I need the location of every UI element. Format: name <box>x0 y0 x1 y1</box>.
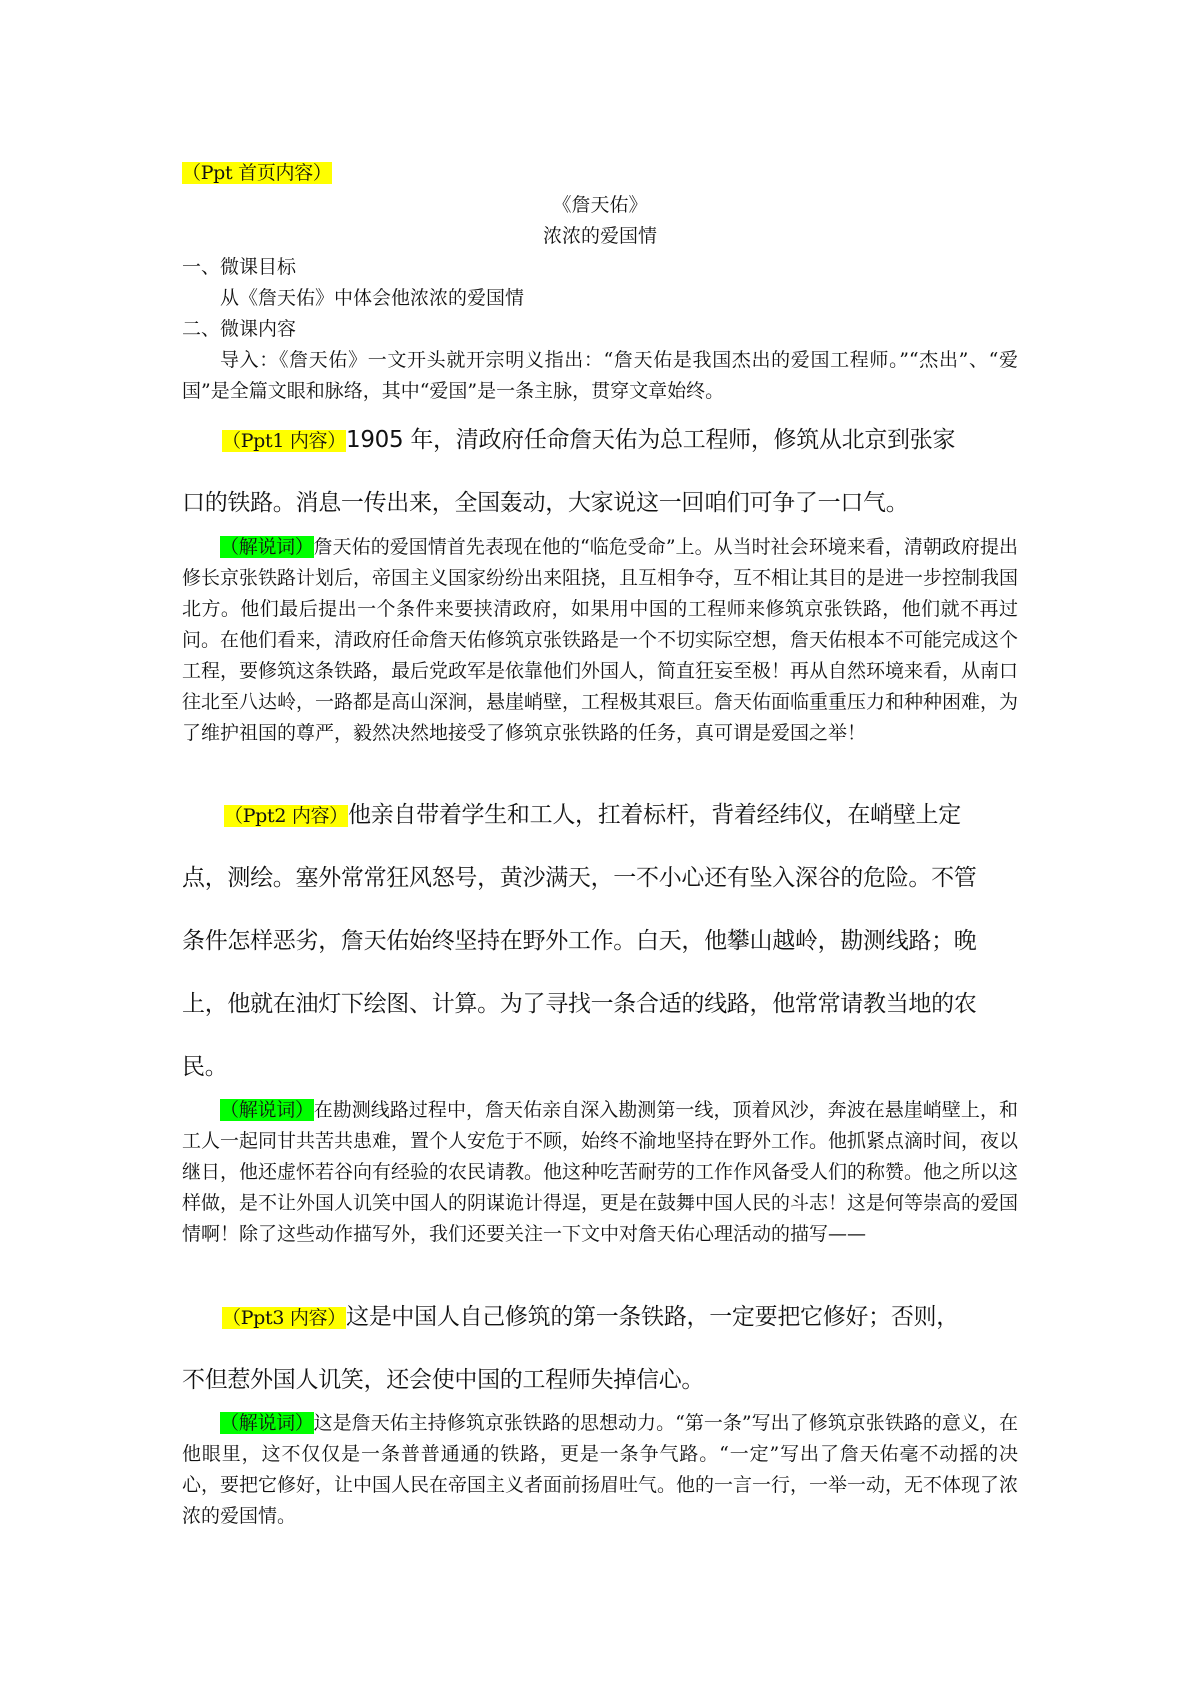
explain1-paragraph <box>182 532 1018 749</box>
ppt2-line-1: （Ppt2 内容）他亲自带着学生和工人，扛着标杆，背着经纬仪，在峭壁上定 <box>224 802 961 828</box>
explain3-paragraph <box>182 1408 1018 1532</box>
section-heading-goal: 一、微课目标 <box>182 256 297 278</box>
ppt3-line-1: （Ppt3 内容）这是中国人自己修筑的第一条铁路，一定要把它修好；否则， <box>222 1304 959 1330</box>
explain1-text: 詹天佑的爱国情首先表现在他的“临危受命”上。从当时社会环境来看，清朝政府提出修长京张铁路计划后，帝国主义国家纷纷出来阻挠，且互相争夺，互不相让其目的是进一步控制我国北方。他们最后提出一个条件来要挟清政府，如果用中国的工程师来修筑京张铁路，他们就不再过问。在他们看来，清政府任命詹天佑修筑京张铁路是一个不切实际空想，詹天佑根本不可能完成这个工程，要修筑这条铁路，最后党政军是依靠他们外国人，简直狂妄至极！再从自然环境来看，从南口往北至八达岭，一路都是高山深涧，悬崖峭壁，工程极其艰巨。詹天佑面临重重压力和种种困难，为了维护祖国的尊严，毅然决然地接受了修筑京张铁路的任务，真可谓是爱国之举！ <box>182 536 1019 744</box>
document-subtitle: 浓浓的爱国情 <box>542 225 657 247</box>
title-block <box>182 190 1018 252</box>
explain3-text: 这是詹天佑主持修筑京张铁路的思想动力。“第一条”写出了修筑京张铁路的意义，在他眼里，这不仅仅是一条普普通通的铁路，更是一条争气路。“一定”写出了詹天佑毫不动摇的决心，要把它修好，让中国人民在帝国主义者面前扬眉吐气。他的一言一行，一举一动，无不体现了浓浓的爱国情。 <box>182 1412 1019 1527</box>
ppt3-line-2: 不但惹外国人讥笑，还会使中国的工程师失掉信心。 <box>182 1367 705 1393</box>
ppt1-line-1: （Ppt1 内容）1905 年，清政府任命詹天佑为总工程师，修筑从北京到张家 <box>222 427 956 453</box>
ppt3-tag: （Ppt3 内容） <box>222 1307 347 1329</box>
explain2-text: 在勘测线路过程中，詹天佑亲自深入勘测第一线，顶着风沙，奔波在悬崖峭壁上，和工人一起同甘共苦共患难，置个人安危于不顾，始终不渝地坚持在野外工作。他抓紧点滴时间，夜以继日，他还虚怀若谷向有经验的农民请教。他这种吃苦耐劳的工作作风备受人们的称赞。他之所以这样做，是不让外国人讥笑中国人的阴谋诡计得逞，更是在鼓舞中国人民的斗志！这是何等崇高的爱国情啊！除了这些动作描写外，我们还要关注一下文中对詹天佑心理活动的描写—— <box>182 1099 1019 1245</box>
explain1-tag: （解说词） <box>220 536 314 558</box>
ppt2-line-5: 民。 <box>182 1054 228 1080</box>
section-goal <box>182 252 1018 407</box>
ppt1-block <box>182 420 1018 516</box>
section-body-goal: 从《詹天佑》中体会他浓浓的爱国情 <box>220 287 525 309</box>
ppt2-tag: （Ppt2 内容） <box>224 805 349 827</box>
explain2-paragraph <box>182 1095 1018 1250</box>
ppt2-line-4: 上，他就在油灯下绘图、计算。为了寻找一条合适的线路，他常常请教当地的农 <box>182 991 977 1017</box>
ppt1-tag: （Ppt1 内容） <box>222 430 347 452</box>
ppt2-line-3: 条件怎样恶劣，詹天佑始终坚持在野外工作。白天，他攀山越岭，勘测线路；晚 <box>182 928 977 954</box>
explain3-tag: （解说词） <box>220 1412 314 1434</box>
header-block <box>182 158 1018 189</box>
explain2-tag: （解说词） <box>220 1099 314 1121</box>
intro-paragraph: 导入：《詹天佑》一文开头就开宗明义指出：“詹天佑是我国杰出的爱国工程师。”“杰出”、“爱国”是全篇文眼和脉络，其中“爱国”是一条主脉，贯穿文章始终。 <box>182 349 1018 402</box>
ppt2-line-2: 点，测绘。塞外常常狂风怒号，黄沙满天，一不小心还有坠入深谷的危险。不管 <box>182 865 977 891</box>
section-heading-content: 二、微课内容 <box>182 318 297 340</box>
document-title: 《詹天佑》 <box>552 194 648 216</box>
ppt1-line-2: 口的铁路。消息一传出来，全国轰动，大家说这一回咱们可争了一口气。 <box>182 490 909 516</box>
ppt-cover-tag: （Ppt 首页内容） <box>182 162 332 184</box>
